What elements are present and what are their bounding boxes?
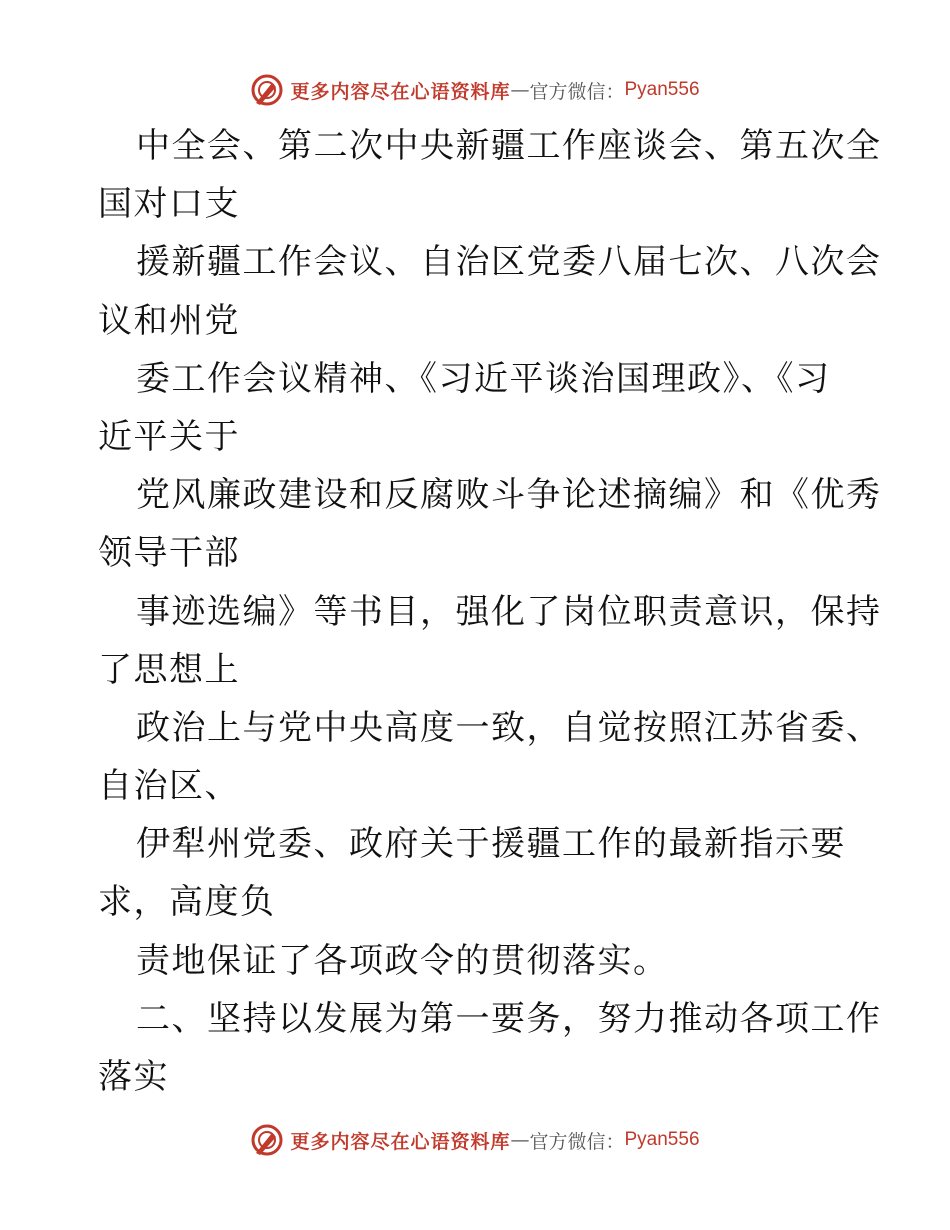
text-line: 中全会、第二次中央新疆工作座谈会、第五次全	[136, 126, 882, 166]
watermark-wechat-id: Pyan556	[624, 79, 700, 100]
text-line: 落实	[98, 1057, 169, 1097]
text-line: 领导干部	[98, 533, 240, 574]
text-line: 了思想上	[98, 649, 240, 690]
footer-watermark	[0, 1120, 950, 1160]
text-line: 议和州党	[98, 300, 240, 341]
text-line: 政治上与党中央高度一致，自觉按照江苏省委、	[136, 707, 882, 748]
text-line: 党风廉政建设和反腐败斗争论述摘编》和《优秀	[136, 475, 882, 516]
header-watermark	[0, 70, 950, 110]
text-line: 二、坚持以发展为第一要务，努力推动各项工作	[136, 998, 882, 1039]
text-line: 求，高度负	[98, 882, 276, 923]
text-line: 伊犁州党委、政府关于援疆工作的最新指示要	[136, 824, 846, 865]
text-line: 近平关于	[98, 416, 240, 457]
text-line: 自治区、	[98, 766, 240, 807]
watermark-brand: 更多内容尽在心语资料库	[290, 1130, 511, 1153]
document-body	[98, 117, 882, 1106]
pen-logo-icon	[250, 1123, 284, 1157]
watermark-dash: —	[510, 79, 530, 101]
text-line: 委工作会议精神、《习近平谈治国理政》、《习	[136, 358, 831, 399]
text-line: 事迹选编》等书目，强化了岗位职责意识，保持	[136, 591, 882, 632]
text-line: 国对口支	[98, 184, 240, 225]
text-line: 责地保证了各项政令的贯彻落实。	[136, 940, 669, 981]
watermark-official-label: 官方微信：	[529, 1130, 625, 1153]
watermark-dash: —	[510, 1129, 530, 1151]
watermark-wechat-id: Pyan556	[624, 1129, 700, 1150]
watermark-official-label: 官方微信：	[529, 80, 625, 103]
pen-logo-icon	[250, 73, 284, 107]
watermark-brand: 更多内容尽在心语资料库	[290, 80, 511, 103]
text-line: 援新疆工作会议、自治区党委八届七次、八次会	[136, 242, 882, 283]
